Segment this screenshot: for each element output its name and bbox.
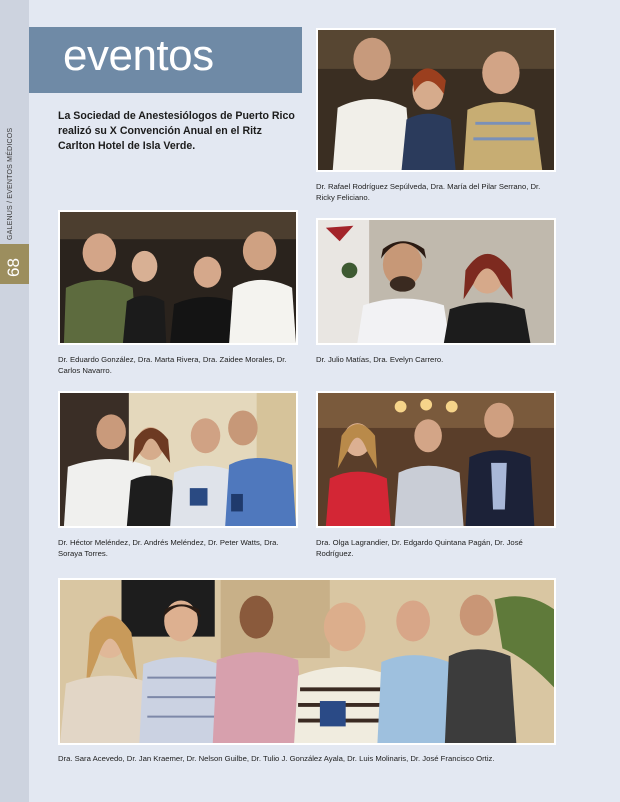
event-photo-1 — [316, 28, 556, 172]
event-photo-2 — [58, 210, 298, 345]
photo-caption-3: Dr. Julio Matías, Dra. Evelyn Carrero. — [316, 355, 444, 364]
event-photo-3 — [316, 218, 556, 345]
page-number: 68 — [4, 258, 23, 277]
page-title: eventos — [63, 31, 214, 80]
section-label: GALENUS / EVENTOS MÉDICOS — [7, 127, 14, 240]
photo-caption-6: Dra. Sara Acevedo, Dr. Jan Kraemer, Dr. Nelson Guilbe, Dr. Tulio J. González Ayala, Dr. Luis Molinaris, Dr. José Francisco Ortiz. — [58, 754, 495, 763]
event-photo-6 — [58, 578, 556, 745]
event-photo-5 — [316, 391, 556, 528]
event-photo-4 — [58, 391, 298, 528]
photo-caption-4: Dr. Héctor Meléndez, Dr. Andrés Meléndez, Dr. Peter Watts, Dra. Soraya Torres. — [58, 538, 279, 559]
photo-caption-1: Dr. Rafael Rodríguez Sepúlveda, Dra. María del Pilar Serrano, Dr. Ricky Feliciano. — [316, 182, 541, 203]
intro-text: La Sociedad de Anestesiólogos de Puerto Rico realizó su X Convención Anual en el Ritz Carlton Hotel de Isla Verde. — [58, 110, 295, 152]
sidebar-strip — [0, 0, 29, 802]
photo-caption-5: Dra. Olga Lagrandier, Dr. Edgardo Quintana Pagán, Dr. José Rodríguez. — [316, 538, 523, 559]
photo-caption-2: Dr. Eduardo González, Dra. Marta Rivera, Dra. Zaidee Morales, Dr. Carlos Navarro. — [58, 355, 287, 376]
